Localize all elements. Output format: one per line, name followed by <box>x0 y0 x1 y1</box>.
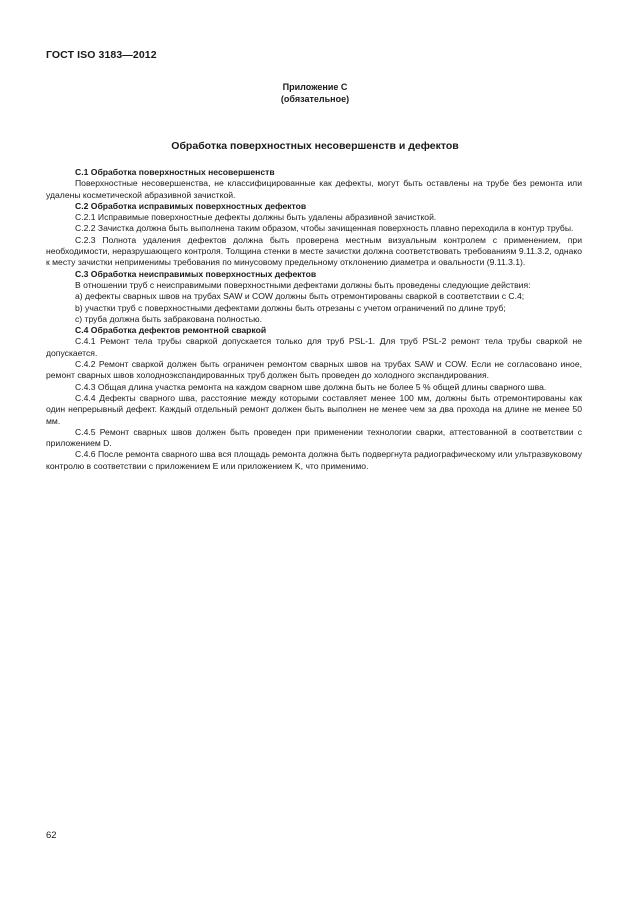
appendix-status: (обязательное) <box>280 94 350 104</box>
paragraph: В отношении труб с неисправимыми поверхностными дефектами должны быть проведены следующие действия: <box>75 279 531 290</box>
paragraph: С.4.1 Ремонт тела трубы сваркой допускается только для труб PSL-1. Для труб PSL-2 ремонт тела трубы сваркой не допускается. <box>46 336 582 358</box>
paragraph: С.4.2 Ремонт сваркой должен быть ограничен ремонтом сварных швов на трубах SAW и COW. Если не согласовано иное, ремонт сварных швов холодноэкспандированных труб должен быть проведен до холодного экспандирования. <box>46 359 582 381</box>
page-number: 62 <box>46 830 57 841</box>
paragraph: С.2.3 Полнота удаления дефектов должна быть проверена местным визуальным контролем с применением, при необходимости, неразрушающего контроля. Толщина стенки в месте зачистки должна соответствовать требованиям 9.11.3.2, однако к месту зачистки неприменимы требования по минусовому предельному отклонению диаметра и овальности (9.11.3.1). <box>46 234 582 268</box>
paragraph: С.4.4 Дефекты сварного шва, расстояние между которыми составляет менее 100 мм, должны быть отремонтированы как один непрерывный дефект. Каждый отдельный ремонт должен быть выполнен не менее чем за два прохода на длине не менее 50 мм. <box>46 392 582 426</box>
subsection-heading: С.4 Обработка дефектов ремонтной сваркой <box>75 325 267 336</box>
appendix-label: Приложение С <box>282 82 348 92</box>
list-item: a) дефекты сварных швов на трубах SAW и COW должны быть отремонтированы сваркой в соответствии с С.4; <box>75 291 525 302</box>
list-item: b) участки труб с поверхностными дефектами должны быть отрезаны с учетом ограничений по длине труб; <box>75 302 506 313</box>
paragraph: С.4.5 Ремонт сварных швов должен быть проведен при применении технологии сварки, аттестованной в соответствии с приложением D. <box>46 426 582 449</box>
subsection-heading: С.3 Обработка неисправимых поверхностных дефектов <box>75 268 317 279</box>
paragraph: С.2.2 Зачистка должна быть выполнена таким образом, чтобы зачищенная поверхность плавно переходила в контур трубы. <box>75 223 574 234</box>
paragraph: С.4.6 После ремонта сварного шва вся площадь ремонта должна быть подвергнута радиографическому или ультразвуковому контролю в соответствии с приложением Е или приложением K, что применимо. <box>46 449 582 471</box>
paragraph: С.4.3 Общая длина участка ремонта на каждом сварном шве должна быть не более 5 % общей длины сварного шва. <box>75 381 547 392</box>
paragraph: Поверхностные несовершенства, не классифицированные как дефекты, могут быть оставлены на трубе без ремонта или удалены косметической абразивной зачисткой. <box>46 178 582 200</box>
section-title: Обработка поверхностных несовершенств и дефектов <box>171 140 459 152</box>
subsection-heading: С.2 Обработка исправимых поверхностных дефектов <box>75 200 307 211</box>
list-item: c) труба должна быть забракована полностью. <box>75 313 262 324</box>
paragraph: С.2.1 Исправимые поверхностные дефекты должны быть удалены абразивной зачисткой. <box>75 212 437 223</box>
document-body <box>46 167 582 472</box>
document-header: ГОСТ ISO 3183—2012 <box>46 49 157 61</box>
subsection-heading: С.1 Обработка поверхностных несовершенств <box>75 167 275 177</box>
